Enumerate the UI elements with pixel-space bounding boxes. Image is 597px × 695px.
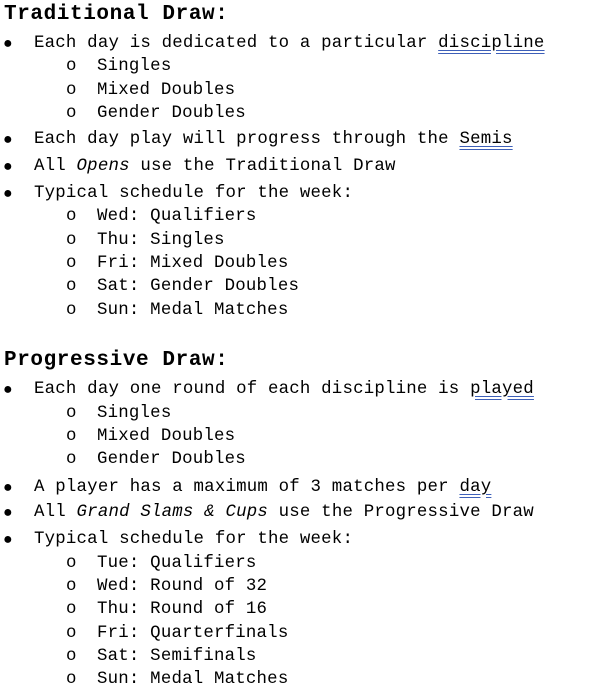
sub-bullet-icon: o xyxy=(66,231,77,250)
traditional-bullet-2 xyxy=(34,129,513,151)
sub-bullet-icon: o xyxy=(66,404,77,423)
schedule-item: Thu: Singles xyxy=(97,231,225,250)
sub-bullet-icon: o xyxy=(66,207,77,226)
schedule-item: Thu: Round of 16 xyxy=(97,600,268,619)
bullet-icon: ● xyxy=(3,185,13,203)
bullet-text: All xyxy=(34,157,77,176)
schedule-item: Sun: Medal Matches xyxy=(97,670,289,689)
progressive-heading: Progressive Draw: xyxy=(4,349,229,372)
traditional-bullet-1 xyxy=(34,33,545,55)
sub-bullet-icon: o xyxy=(66,81,77,100)
sub-bullet-icon: o xyxy=(66,104,77,123)
bullet-icon: ● xyxy=(3,531,13,549)
italic-term: Opens xyxy=(76,157,130,176)
bullet-text: Each day one round of each discipline is xyxy=(34,380,471,399)
progressive-bullet-4: Typical schedule for the week: xyxy=(34,530,354,549)
bullet-text: use the Traditional Draw xyxy=(129,157,396,176)
sub-bullet-icon: o xyxy=(66,254,77,273)
bullet-icon: ● xyxy=(3,131,13,149)
schedule-item: Fri: Quarterfinals xyxy=(97,624,289,643)
traditional-bullet-4: Typical schedule for the week: xyxy=(34,184,354,203)
schedule-item: Sun: Medal Matches xyxy=(97,301,289,320)
sub-bullet-icon: o xyxy=(66,554,77,573)
schedule-item: Tue: Qualifiers xyxy=(97,554,257,573)
bullet-icon: ● xyxy=(3,158,13,176)
sub-bullet-icon: o xyxy=(66,577,77,596)
schedule-item: Sat: Gender Doubles xyxy=(97,277,300,296)
bullet-icon: ● xyxy=(3,35,13,53)
bullet-text: Each day play will progress through the xyxy=(34,130,460,149)
bullet-text: Each day is dedicated to a particular xyxy=(34,34,439,53)
list-item: Mixed Doubles xyxy=(97,81,236,100)
underlined-term: day xyxy=(459,478,492,497)
sub-bullet-icon: o xyxy=(66,57,77,76)
list-item: Mixed Doubles xyxy=(97,427,236,446)
traditional-heading: Traditional Draw: xyxy=(4,3,229,26)
progressive-bullet-1 xyxy=(34,379,534,401)
sub-bullet-icon: o xyxy=(66,624,77,643)
list-item: Gender Doubles xyxy=(97,450,246,469)
schedule-item: Sat: Semifinals xyxy=(97,647,257,666)
list-item: Singles xyxy=(97,404,172,423)
italic-term: Grand Slams & Cups xyxy=(76,503,268,522)
schedule-item: Fri: Mixed Doubles xyxy=(97,254,289,273)
sub-bullet-icon: o xyxy=(66,427,77,446)
list-item: Gender Doubles xyxy=(97,104,246,123)
bullet-icon: ● xyxy=(3,504,13,522)
sub-bullet-icon: o xyxy=(66,647,77,666)
underlined-term: played xyxy=(470,380,534,399)
traditional-bullet-3 xyxy=(34,156,396,178)
progressive-bullet-3 xyxy=(34,502,534,524)
sub-bullet-icon: o xyxy=(66,600,77,619)
bullet-text: use the Progressive Draw xyxy=(268,503,534,522)
schedule-item: Wed: Qualifiers xyxy=(97,207,257,226)
underlined-term: Semis xyxy=(459,130,513,149)
sub-bullet-icon: o xyxy=(66,277,77,296)
sub-bullet-icon: o xyxy=(66,450,77,469)
bullet-text: A player has a maximum of 3 matches per xyxy=(34,478,460,497)
underlined-term: discipline xyxy=(438,34,545,53)
bullet-icon: ● xyxy=(3,381,13,399)
schedule-item: Wed: Round of 32 xyxy=(97,577,268,596)
bullet-icon: ● xyxy=(3,479,13,497)
progressive-bullet-2 xyxy=(34,477,491,499)
sub-bullet-icon: o xyxy=(66,670,77,689)
list-item: Singles xyxy=(97,57,172,76)
sub-bullet-icon: o xyxy=(66,301,77,320)
bullet-text: All xyxy=(34,503,77,522)
